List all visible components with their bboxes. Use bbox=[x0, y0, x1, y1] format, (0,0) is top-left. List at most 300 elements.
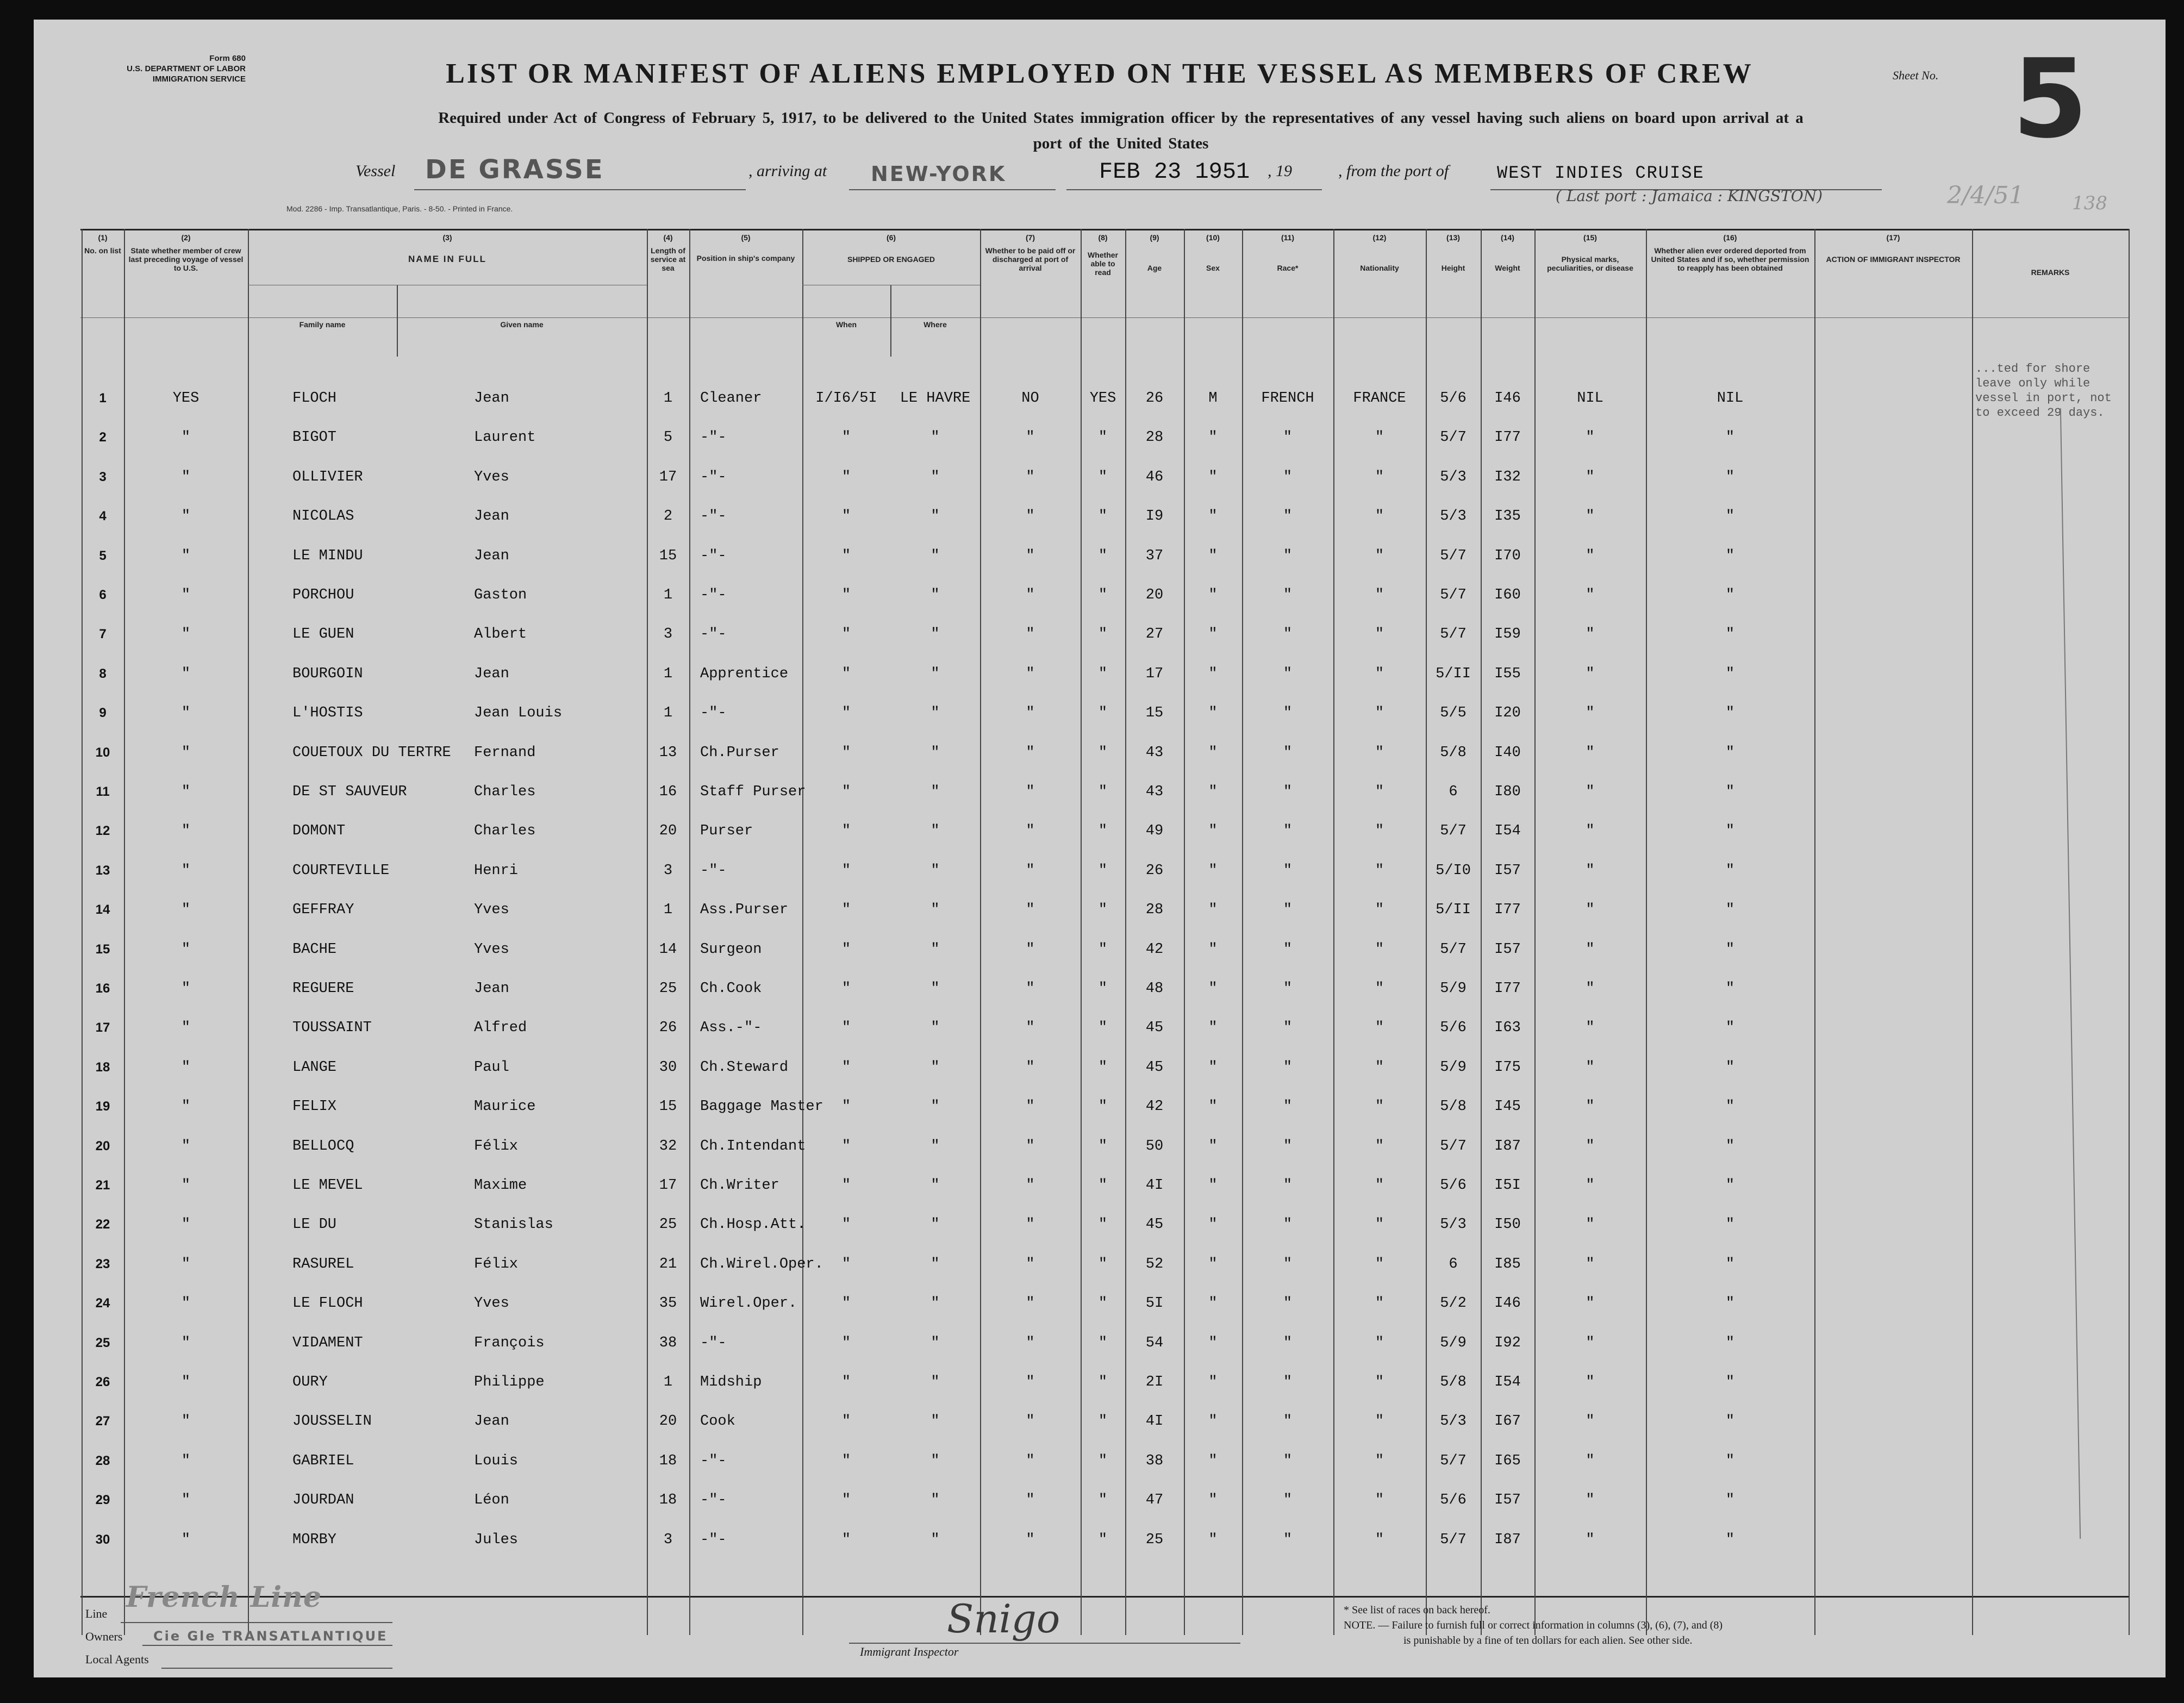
cell-nat: " bbox=[1375, 626, 1384, 643]
cell-no: 16 bbox=[95, 981, 110, 996]
cell-nat: " bbox=[1375, 744, 1384, 761]
cell-sex: " bbox=[1208, 862, 1218, 879]
cell-age: 45 bbox=[1145, 1020, 1164, 1037]
cell-read: " bbox=[1098, 784, 1108, 800]
cell-paid: " bbox=[1026, 1059, 1035, 1076]
cell-where: " bbox=[931, 1256, 940, 1272]
column-16-header: Whether alien ever ordered deported from United States and if so, whether permission to reapply has been obtained bbox=[1651, 246, 1809, 272]
cell-read: " bbox=[1098, 862, 1108, 879]
cell-no: 12 bbox=[95, 824, 110, 839]
cell-family: JOURDAN bbox=[292, 1492, 354, 1509]
shipped-when-header: When bbox=[835, 320, 857, 329]
manifest-sheet bbox=[34, 20, 2166, 1677]
cell-read: " bbox=[1098, 1256, 1108, 1272]
arrival-date: FEB 23 1951 bbox=[1099, 159, 1250, 185]
cell-race: " bbox=[1283, 1334, 1293, 1351]
cell-height: 5/7 bbox=[1440, 941, 1467, 958]
cell-marks: " bbox=[1586, 1020, 1595, 1037]
cell-deported: " bbox=[1725, 981, 1735, 997]
table-row bbox=[80, 773, 2130, 810]
cell-marks: " bbox=[1586, 1295, 1595, 1312]
cell-service: 15 bbox=[659, 547, 677, 564]
cell-deported: NIL bbox=[1717, 390, 1744, 407]
cell-where: " bbox=[931, 705, 940, 722]
cell-where: " bbox=[931, 1413, 940, 1430]
cell-weight: I77 bbox=[1494, 902, 1521, 919]
cell-when: " bbox=[841, 665, 851, 682]
cell-when: " bbox=[841, 784, 851, 800]
cell-position: Ch.Hosp.Att. bbox=[700, 1217, 806, 1233]
cell-race: " bbox=[1283, 705, 1293, 722]
cell-age: 48 bbox=[1145, 981, 1164, 997]
cell-when: " bbox=[841, 1374, 851, 1390]
cell-family: LE GUEN bbox=[292, 626, 354, 643]
cell-when: " bbox=[841, 1295, 851, 1312]
cell-where: " bbox=[931, 1492, 940, 1509]
cell-marks: " bbox=[1586, 547, 1595, 564]
cell-height: 5/2 bbox=[1440, 1295, 1467, 1312]
cell-no: 29 bbox=[95, 1493, 110, 1508]
table-row bbox=[80, 1206, 2130, 1243]
cell-age: 54 bbox=[1145, 1334, 1164, 1351]
cell-prev: " bbox=[181, 862, 191, 879]
cell-read: " bbox=[1098, 626, 1108, 643]
cell-height: 5/II bbox=[1436, 902, 1471, 919]
cell-when: " bbox=[841, 1413, 851, 1430]
cell-position: -"- bbox=[700, 469, 727, 485]
cell-age: 4I bbox=[1145, 1413, 1164, 1430]
cell-position: Cook bbox=[700, 1413, 735, 1430]
sheet-number: 5 bbox=[2012, 36, 2088, 163]
cell-when: " bbox=[841, 547, 851, 564]
cell-service: 20 bbox=[659, 823, 677, 840]
cell-family: OLLIVIER bbox=[292, 469, 363, 485]
cell-where: " bbox=[931, 1138, 940, 1155]
table-row bbox=[80, 419, 2130, 456]
remarks-note: ...ted for shore leave only while vessel in port, not to exceed 29 days. bbox=[1975, 362, 2112, 420]
cell-weight: I54 bbox=[1494, 1374, 1521, 1390]
cell-prev: " bbox=[181, 902, 191, 919]
cell-service: 14 bbox=[659, 941, 677, 958]
cell-where: " bbox=[931, 587, 940, 603]
cell-deported: " bbox=[1725, 1492, 1735, 1509]
cell-read: " bbox=[1098, 981, 1108, 997]
cell-nat: " bbox=[1375, 508, 1384, 525]
cell-read: " bbox=[1098, 1059, 1108, 1076]
owners-stamp: Cie Gle TRANSATLANTIQUE bbox=[153, 1629, 388, 1644]
cell-race: " bbox=[1283, 823, 1293, 840]
arriving-label: , arriving at bbox=[748, 162, 827, 180]
cell-height: 5/6 bbox=[1440, 1020, 1467, 1037]
cell-deported: " bbox=[1725, 469, 1735, 485]
cell-given: Alfred bbox=[474, 1020, 527, 1037]
table-row bbox=[80, 1128, 2130, 1165]
column-3-number: (3) bbox=[442, 233, 452, 242]
last-port-note: ( Last port : Jamaica : KINGSTON) bbox=[1556, 187, 1823, 205]
cell-read: " bbox=[1098, 1295, 1108, 1312]
column-14-number: (14) bbox=[1501, 233, 1514, 242]
cell-where: " bbox=[931, 823, 940, 840]
cell-marks: " bbox=[1586, 941, 1595, 958]
cell-age: 27 bbox=[1145, 626, 1164, 643]
fine-note-cont: is punishable by a fine of ten dollars for each alien. See other side. bbox=[1403, 1635, 1693, 1646]
cell-when: " bbox=[841, 1099, 851, 1115]
cell-service: 3 bbox=[663, 1531, 673, 1548]
cell-nat: " bbox=[1375, 823, 1384, 840]
cell-deported: " bbox=[1725, 1177, 1735, 1194]
column-6-header: SHIPPED OR ENGAGED bbox=[847, 255, 935, 264]
cell-marks: " bbox=[1586, 862, 1595, 879]
cell-nat: " bbox=[1375, 1531, 1384, 1548]
cell-weight: I57 bbox=[1494, 941, 1521, 958]
cell-no: 2 bbox=[99, 430, 107, 445]
cell-age: 45 bbox=[1145, 1059, 1164, 1076]
cell-marks: " bbox=[1586, 1256, 1595, 1272]
cell-when: " bbox=[841, 626, 851, 643]
column-8-number: (8) bbox=[1098, 233, 1108, 242]
cell-where: " bbox=[931, 941, 940, 958]
cell-prev: " bbox=[181, 1177, 191, 1194]
cell-given: Albert bbox=[474, 626, 527, 643]
cell-age: 46 bbox=[1145, 469, 1164, 485]
cell-position: Staff Purser bbox=[700, 784, 806, 800]
cell-marks: " bbox=[1586, 665, 1595, 682]
cell-sex: " bbox=[1208, 1295, 1218, 1312]
cell-service: 1 bbox=[663, 390, 673, 407]
cell-prev: " bbox=[181, 981, 191, 997]
cell-marks: " bbox=[1586, 1413, 1595, 1430]
cell-height: 5/6 bbox=[1440, 1492, 1467, 1509]
cell-service: 1 bbox=[663, 705, 673, 722]
cell-service: 38 bbox=[659, 1334, 677, 1351]
cell-family: COUETOUX DU TERTRE bbox=[292, 744, 451, 761]
cell-position: Apprentice bbox=[700, 665, 789, 682]
cell-deported: " bbox=[1725, 508, 1735, 525]
form-number: Form 680 bbox=[209, 54, 246, 63]
cell-sex: " bbox=[1208, 1256, 1218, 1272]
table-row bbox=[80, 1403, 2130, 1440]
cell-when: " bbox=[841, 1138, 851, 1155]
cell-read: YES bbox=[1089, 390, 1116, 407]
cell-prev: " bbox=[181, 1099, 191, 1115]
cell-paid: " bbox=[1026, 626, 1035, 643]
cell-sex: " bbox=[1208, 1531, 1218, 1548]
cell-where: " bbox=[931, 1020, 940, 1037]
cell-when: " bbox=[841, 1334, 851, 1351]
cell-race: " bbox=[1283, 1452, 1293, 1469]
cell-prev: " bbox=[181, 1374, 191, 1390]
cell-sex: " bbox=[1208, 902, 1218, 919]
cell-family: BELLOCQ bbox=[292, 1138, 354, 1155]
cell-position: Ass.Purser bbox=[700, 902, 789, 919]
cell-weight: I50 bbox=[1494, 1217, 1521, 1233]
cell-no: 11 bbox=[96, 784, 110, 799]
cell-weight: I45 bbox=[1494, 1099, 1521, 1115]
cell-race: " bbox=[1283, 626, 1293, 643]
cell-read: " bbox=[1098, 1374, 1108, 1390]
cell-nat: " bbox=[1375, 1138, 1384, 1155]
cell-where: " bbox=[931, 744, 940, 761]
cell-height: 5/9 bbox=[1440, 981, 1467, 997]
cell-given: Philippe bbox=[474, 1374, 545, 1390]
cell-when: " bbox=[841, 823, 851, 840]
cell-no: 8 bbox=[99, 666, 107, 681]
cell-read: " bbox=[1098, 941, 1108, 958]
cell-given: Léon bbox=[474, 1492, 509, 1509]
cell-given: Laurent bbox=[474, 429, 536, 446]
cell-when: " bbox=[841, 744, 851, 761]
cell-race: " bbox=[1283, 1374, 1293, 1390]
cell-marks: " bbox=[1586, 587, 1595, 603]
cell-marks: " bbox=[1586, 823, 1595, 840]
inspector-label: Immigrant Inspector bbox=[860, 1645, 959, 1658]
column-10-header: Sex bbox=[1206, 264, 1220, 272]
cell-family: LE DU bbox=[292, 1217, 337, 1233]
column-5-header: Position in ship's company bbox=[696, 254, 795, 263]
cell-weight: I75 bbox=[1494, 1059, 1521, 1076]
cell-no: 4 bbox=[99, 509, 107, 524]
cell-age: 43 bbox=[1145, 784, 1164, 800]
cell-marks: " bbox=[1586, 784, 1595, 800]
cell-when: " bbox=[841, 587, 851, 603]
column-14-header: Weight bbox=[1495, 264, 1520, 272]
cell-sex: " bbox=[1208, 508, 1218, 525]
cell-paid: " bbox=[1026, 1452, 1035, 1469]
cell-deported: " bbox=[1725, 1374, 1735, 1390]
table-row bbox=[80, 1521, 2130, 1558]
cell-no: 23 bbox=[95, 1256, 110, 1271]
cell-where: " bbox=[931, 665, 940, 682]
cell-where: " bbox=[931, 784, 940, 800]
cell-service: 21 bbox=[659, 1256, 677, 1272]
cell-family: BIGOT bbox=[292, 429, 337, 446]
cell-race: " bbox=[1283, 981, 1293, 997]
cell-height: 5/7 bbox=[1440, 1452, 1467, 1469]
cell-age: 28 bbox=[1145, 902, 1164, 919]
cell-sex: " bbox=[1208, 823, 1218, 840]
cell-read: " bbox=[1098, 1177, 1108, 1194]
cell-deported: " bbox=[1725, 1295, 1735, 1312]
cell-nat: " bbox=[1375, 1256, 1384, 1272]
cell-paid: " bbox=[1026, 1177, 1035, 1194]
column-7-number: (7) bbox=[1025, 233, 1035, 242]
table-row bbox=[80, 459, 2130, 496]
cell-no: 7 bbox=[99, 627, 107, 642]
cell-position: -"- bbox=[700, 587, 727, 603]
cell-position: -"- bbox=[700, 429, 727, 446]
table-row bbox=[80, 734, 2130, 771]
page-title: LIST OR MANIFEST OF ALIENS EMPLOYED ON THE VESSEL AS MEMBERS OF CREW bbox=[446, 58, 1754, 89]
cell-deported: " bbox=[1725, 1531, 1735, 1548]
cell-weight: I32 bbox=[1494, 469, 1521, 485]
cell-prev: " bbox=[181, 469, 191, 485]
cell-height: 5/3 bbox=[1440, 1413, 1467, 1430]
sheet-label: Sheet No. bbox=[1893, 68, 1939, 82]
cell-paid: " bbox=[1026, 1531, 1035, 1548]
cell-service: 1 bbox=[663, 587, 673, 603]
cell-deported: " bbox=[1725, 705, 1735, 722]
cell-weight: I54 bbox=[1494, 823, 1521, 840]
cell-prev: " bbox=[181, 429, 191, 446]
cell-read: " bbox=[1098, 705, 1108, 722]
cell-no: 10 bbox=[95, 745, 110, 760]
cell-age: 52 bbox=[1145, 1256, 1164, 1272]
column-15-number: (15) bbox=[1583, 233, 1597, 242]
cell-paid: " bbox=[1026, 705, 1035, 722]
table-row bbox=[80, 852, 2130, 889]
cell-family: LE MEVEL bbox=[292, 1177, 363, 1194]
cell-paid: " bbox=[1026, 784, 1035, 800]
cell-paid: " bbox=[1026, 902, 1035, 919]
cell-no: 20 bbox=[95, 1138, 110, 1153]
cell-read: " bbox=[1098, 902, 1108, 919]
cell-where: LE HAVRE bbox=[900, 390, 971, 407]
cell-race: " bbox=[1283, 862, 1293, 879]
cell-sex: " bbox=[1208, 941, 1218, 958]
column-11-header: Race* bbox=[1277, 264, 1299, 272]
cell-given: Jean bbox=[474, 665, 509, 682]
cell-weight: I85 bbox=[1494, 1256, 1521, 1272]
cell-sex: " bbox=[1208, 547, 1218, 564]
column-17-number: (17) bbox=[1886, 233, 1900, 242]
cell-no: 13 bbox=[95, 863, 110, 878]
cell-no: 27 bbox=[95, 1414, 110, 1429]
cell-where: " bbox=[931, 862, 940, 879]
cell-nat: " bbox=[1375, 1020, 1384, 1037]
cell-when: " bbox=[841, 429, 851, 446]
cell-height: 5/7 bbox=[1440, 547, 1467, 564]
cell-age: 50 bbox=[1145, 1138, 1164, 1155]
cell-read: " bbox=[1098, 587, 1108, 603]
cell-weight: I46 bbox=[1494, 1295, 1521, 1312]
cell-service: 20 bbox=[659, 1413, 677, 1430]
cell-given: Charles bbox=[474, 784, 536, 800]
cell-family: GABRIEL bbox=[292, 1452, 354, 1469]
cell-no: 25 bbox=[95, 1335, 110, 1350]
cell-service: 26 bbox=[659, 1020, 677, 1037]
cell-sex: " bbox=[1208, 469, 1218, 485]
table-row bbox=[80, 1285, 2130, 1322]
cell-given: Yves bbox=[474, 469, 509, 485]
cell-family: LANGE bbox=[292, 1059, 337, 1076]
cell-read: " bbox=[1098, 1531, 1108, 1548]
cell-where: " bbox=[931, 508, 940, 525]
cell-paid: " bbox=[1026, 1334, 1035, 1351]
cell-race: " bbox=[1283, 508, 1293, 525]
cell-prev: " bbox=[181, 508, 191, 525]
cell-where: " bbox=[931, 1374, 940, 1390]
handwritten-number: 138 bbox=[2072, 192, 2107, 214]
cell-nat: " bbox=[1375, 1177, 1384, 1194]
table-row bbox=[80, 538, 2130, 575]
cell-given: Louis bbox=[474, 1452, 519, 1469]
local-agents-label: Local Agents bbox=[85, 1652, 149, 1666]
cell-no: 21 bbox=[95, 1178, 110, 1193]
cell-given: François bbox=[474, 1334, 545, 1351]
cell-service: 32 bbox=[659, 1138, 677, 1155]
cell-when: " bbox=[841, 1020, 851, 1037]
line-stamp: French Line bbox=[126, 1581, 322, 1614]
cell-height: 5/8 bbox=[1440, 744, 1467, 761]
cell-nat: " bbox=[1375, 1217, 1384, 1233]
cell-paid: " bbox=[1026, 1374, 1035, 1390]
cell-paid: " bbox=[1026, 1217, 1035, 1233]
cell-sex: M bbox=[1208, 390, 1218, 407]
cell-race: " bbox=[1283, 744, 1293, 761]
cell-age: 28 bbox=[1145, 429, 1164, 446]
cell-where: " bbox=[931, 1177, 940, 1194]
cell-when: " bbox=[841, 705, 851, 722]
cell-prev: " bbox=[181, 1334, 191, 1351]
column-11-number: (11) bbox=[1281, 233, 1295, 242]
cell-prev: " bbox=[181, 665, 191, 682]
cell-position: Ch.Writer bbox=[700, 1177, 779, 1194]
cell-marks: " bbox=[1586, 744, 1595, 761]
cell-paid: " bbox=[1026, 823, 1035, 840]
cell-deported: " bbox=[1725, 1334, 1735, 1351]
cell-height: 5/8 bbox=[1440, 1099, 1467, 1115]
cell-position: -"- bbox=[700, 1492, 727, 1509]
cell-paid: " bbox=[1026, 1492, 1035, 1509]
cell-family: LE FLOCH bbox=[292, 1295, 363, 1312]
cell-weight: I35 bbox=[1494, 508, 1521, 525]
cell-marks: " bbox=[1586, 705, 1595, 722]
cell-where: " bbox=[931, 547, 940, 564]
cell-height: 6 bbox=[1449, 1256, 1458, 1272]
cell-family: BACHE bbox=[292, 941, 337, 958]
cell-read: " bbox=[1098, 1138, 1108, 1155]
cell-marks: " bbox=[1586, 1452, 1595, 1469]
cell-race: " bbox=[1283, 1256, 1293, 1272]
cell-deported: " bbox=[1725, 1138, 1735, 1155]
cell-where: " bbox=[931, 902, 940, 919]
cell-no: 26 bbox=[95, 1375, 110, 1389]
table-row bbox=[80, 891, 2130, 928]
service-name: IMMIGRATION SERVICE bbox=[152, 74, 246, 84]
column-12-header: Nationality bbox=[1360, 264, 1399, 272]
cell-given: Jean bbox=[474, 508, 509, 525]
column-10-number: (10) bbox=[1206, 233, 1220, 242]
cell-given: Jules bbox=[474, 1531, 519, 1548]
cell-service: 3 bbox=[663, 862, 673, 879]
cell-when: " bbox=[841, 469, 851, 485]
cell-nat: " bbox=[1375, 1059, 1384, 1076]
cell-given: Paul bbox=[474, 1059, 509, 1076]
cell-marks: " bbox=[1586, 902, 1595, 919]
cell-service: 1 bbox=[663, 902, 673, 919]
cell-race: " bbox=[1283, 1217, 1293, 1233]
printer-line: Mod. 2286 - Imp. Transatlantique, Paris. - 8-50. - Printed in France. bbox=[286, 204, 513, 213]
cell-height: 5/3 bbox=[1440, 508, 1467, 525]
cell-weight: I20 bbox=[1494, 705, 1521, 722]
cell-prev: " bbox=[181, 1138, 191, 1155]
cell-race: " bbox=[1283, 1295, 1293, 1312]
table-row bbox=[80, 1482, 2130, 1519]
cell-where: " bbox=[931, 1452, 940, 1469]
cell-where: " bbox=[931, 469, 940, 485]
cell-sex: " bbox=[1208, 1334, 1218, 1351]
cell-position: -"- bbox=[700, 705, 727, 722]
cell-service: 35 bbox=[659, 1295, 677, 1312]
table-row bbox=[80, 1443, 2130, 1480]
cell-age: 17 bbox=[1145, 665, 1164, 682]
subtitle-line-1: Required under Act of Congress of February 5, 1917, to be delivered to the United States immigration officer by the representatives of any vessel having such aliens on board upon arrival at a bbox=[438, 109, 1804, 127]
column-8-header: Whether able to read bbox=[1088, 251, 1118, 277]
cell-paid: " bbox=[1026, 981, 1035, 997]
cell-family: OURY bbox=[292, 1374, 328, 1390]
cell-position: Cleaner bbox=[700, 390, 762, 407]
cell-family: FELIX bbox=[292, 1099, 337, 1115]
